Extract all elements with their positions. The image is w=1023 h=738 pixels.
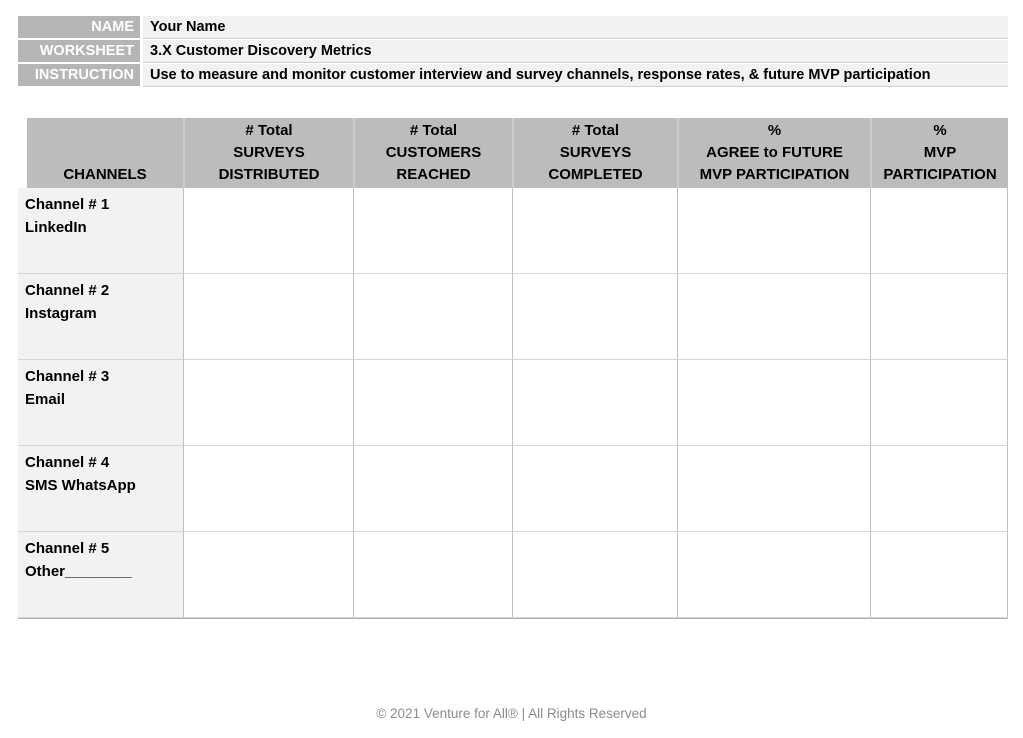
data-cell-surveys-distributed[interactable] [183, 360, 353, 446]
channel-number: Channel # 4 [25, 454, 110, 471]
header-line: COMPLETED [548, 166, 643, 183]
data-cell-surveys-distributed[interactable] [183, 532, 353, 618]
copyright-footer: © 2021 Venture for All® | All Rights Reserved [376, 706, 647, 721]
data-cell-mvp-participation[interactable] [870, 274, 1008, 360]
column-header-channels [18, 118, 183, 188]
table-row-channel-3 [18, 360, 1008, 446]
data-cell-mvp-participation[interactable] [870, 446, 1008, 532]
data-cell-surveys-completed[interactable] [512, 360, 677, 446]
header-line: AGREE to FUTURE [706, 144, 843, 161]
data-cell-customers-reached[interactable] [353, 274, 512, 360]
data-cell-surveys-completed[interactable] [512, 446, 677, 532]
table-header-row [18, 118, 1008, 188]
column-header-agree-future-mvp [677, 118, 870, 188]
data-cell-surveys-completed[interactable] [512, 532, 677, 618]
data-cell-customers-reached[interactable] [353, 446, 512, 532]
channel-name: LinkedIn [25, 219, 87, 236]
header-line: MVP PARTICIPATION [699, 166, 850, 183]
name-label: NAME [18, 16, 140, 38]
data-cell-surveys-completed[interactable] [512, 274, 677, 360]
channel-label-cell [18, 446, 183, 532]
header-line: # Total [409, 122, 458, 139]
data-cell-surveys-completed[interactable] [512, 188, 677, 274]
channel-name: Other________ [25, 563, 132, 580]
table-row-channel-4 [18, 446, 1008, 532]
worksheet-title: 3.X Customer Discovery Metrics [143, 40, 1008, 63]
data-cell-mvp-participation[interactable] [870, 532, 1008, 618]
data-cell-surveys-distributed[interactable] [183, 274, 353, 360]
data-cell-surveys-distributed[interactable] [183, 188, 353, 274]
table-row-channel-1 [18, 188, 1008, 274]
metrics-table [18, 118, 1008, 619]
worksheet-info-block [18, 16, 1008, 88]
data-cell-agree-future-mvp[interactable] [677, 532, 870, 618]
info-row-instruction [18, 64, 1008, 87]
header-line: CUSTOMERS [385, 144, 482, 161]
header-line: SURVEYS [233, 144, 305, 161]
header-line: PARTICIPATION [883, 166, 997, 183]
worksheet-label: WORKSHEET [18, 40, 140, 62]
data-cell-surveys-distributed[interactable] [183, 446, 353, 532]
data-cell-agree-future-mvp[interactable] [677, 446, 870, 532]
table-row-channel-2 [18, 274, 1008, 360]
column-header-mvp-participation [870, 118, 1008, 188]
header-line: % [933, 122, 947, 139]
header-line: REACHED [396, 166, 471, 183]
channel-label-cell [18, 188, 183, 274]
instruction-label: INSTRUCTION [18, 64, 140, 86]
data-cell-agree-future-mvp[interactable] [677, 360, 870, 446]
channel-number: Channel # 2 [25, 282, 110, 299]
info-row-worksheet [18, 40, 1008, 63]
channel-label-cell [18, 532, 183, 618]
table-row-channel-5 [18, 532, 1008, 618]
channel-number: Channel # 5 [25, 540, 110, 557]
header-line: DISTRIBUTED [218, 166, 320, 183]
column-header-surveys-completed [512, 118, 677, 188]
data-cell-mvp-participation[interactable] [870, 188, 1008, 274]
info-row-name [18, 16, 1008, 39]
channel-number: Channel # 3 [25, 368, 110, 385]
channel-label-cell [18, 274, 183, 360]
header-line: # Total [571, 122, 620, 139]
channel-label-cell [18, 360, 183, 446]
data-cell-mvp-participation[interactable] [870, 360, 1008, 446]
name-value-field[interactable]: Your Name [143, 16, 1008, 39]
data-cell-agree-future-mvp[interactable] [677, 274, 870, 360]
data-cell-customers-reached[interactable] [353, 360, 512, 446]
header-line: MVP [923, 144, 957, 161]
data-cell-customers-reached[interactable] [353, 532, 512, 618]
header-line: % [767, 122, 782, 139]
data-cell-agree-future-mvp[interactable] [677, 188, 870, 274]
channel-name: Email [25, 391, 66, 408]
channel-name: SMS WhatsApp [25, 477, 136, 494]
channel-name: Instagram [25, 305, 97, 322]
table-body [18, 188, 1008, 619]
instruction-text: Use to measure and monitor customer interview and survey channels, response rates, & future MVP participation [143, 64, 1008, 87]
data-cell-customers-reached[interactable] [353, 188, 512, 274]
channel-number: Channel # 1 [25, 196, 110, 213]
header-line: # Total [245, 122, 293, 139]
column-header-customers-reached [353, 118, 512, 188]
header-line: CHANNELS [63, 166, 147, 183]
header-line: SURVEYS [559, 144, 632, 161]
column-header-surveys-distributed [183, 118, 353, 188]
